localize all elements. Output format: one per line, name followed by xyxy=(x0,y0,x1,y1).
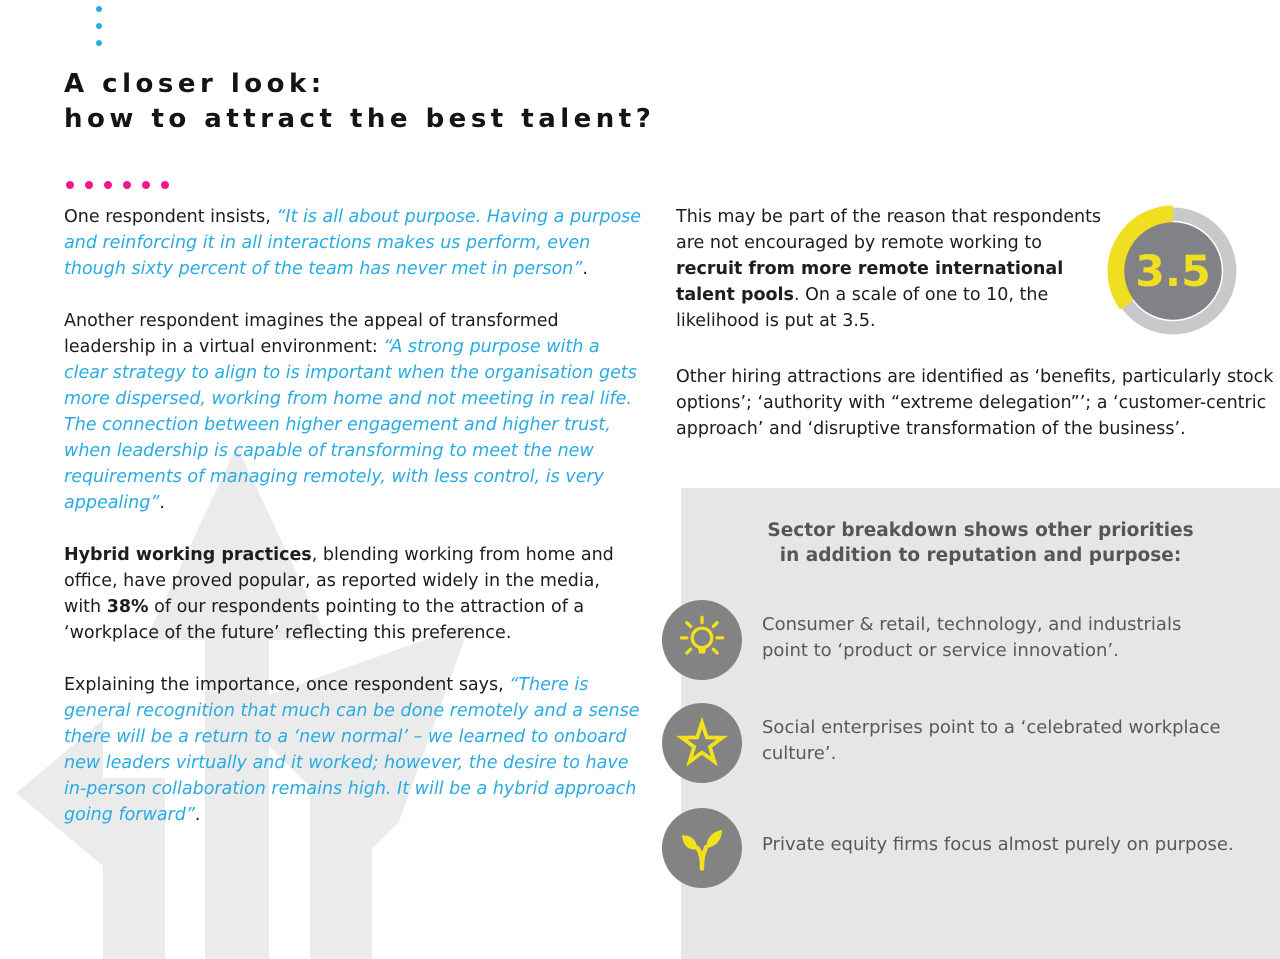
paragraph-remote-talent-pools: This may be part of the reason that respondents are not encouraged by remote working to recruit from more remote international talent pools. On a scale of one to 10, the likelihood is put at 3.5. xyxy=(676,207,1102,331)
sector-box-heading-line-1: Sector breakdown shows other priorities xyxy=(767,520,1194,541)
seedling-icon xyxy=(662,808,742,888)
sector-breakdown-box xyxy=(681,488,1280,959)
paragraph-another-respondent: Another respondent imagines the appeal of transformed leadership in a virtual environment: “A strong purpose with a clear strategy to align to is important when the organisation gets more dispersed, working from home and not meeting in real life. The connection between higher engagement and higher trust, when leadership is capable of transforming to meet the new requirements of managing remotely, with less control, is very appealing”. xyxy=(64,311,637,513)
sector-box-heading-line-2: in addition to reputation and purpose: xyxy=(779,545,1182,566)
star-icon xyxy=(662,703,742,783)
sector-row-text: Social enterprises point to a ‘celebrated workplace culture’. xyxy=(762,717,1221,764)
paragraph-other-hiring-attractions: Other hiring attractions are identified as ‘benefits, particularly stock options’; ‘authority with “extreme delegation”’; a ‘customer-centric approach’ and ‘disruptive transformation of the business’. xyxy=(676,367,1274,439)
blue-dots-decoration xyxy=(96,6,102,46)
paragraph-one-respondent: One respondent insists, “It is all about purpose. Having a purpose and reinforcing it in all interactions makes us perform, even though sixty percent of the team has never met in person”. xyxy=(64,207,642,279)
left-column xyxy=(64,204,642,828)
page-title xyxy=(64,67,655,137)
pink-dots-decoration xyxy=(66,181,169,189)
donut-value-label: 3.5 xyxy=(1135,247,1211,298)
sector-row-text: Private equity firms focus almost purely on purpose. xyxy=(762,834,1234,855)
sector-box-heading xyxy=(741,518,1221,568)
lightbulb-icon xyxy=(662,600,742,680)
sector-row-text: Consumer & retail, technology, and industrials point to ‘product or service innovation’. xyxy=(762,614,1182,661)
page-title-line-1: A closer look: xyxy=(64,69,326,100)
page-title-line-2: how to attract the best talent? xyxy=(64,104,656,135)
paragraph-explaining-importance: Explaining the importance, once respondent says, “There is general recognition that much can be done remotely and a sense there will be a return to a ‘new normal’ – we learned to onboard new leaders virtually and it worked; however, the desire to have in-person collaboration remains high. It will be a hybrid approach going forward”. xyxy=(64,675,640,825)
right-column xyxy=(676,204,1280,442)
paragraph-hybrid-working: Hybrid working practices, blending working from home and office, have proved popular, as reported widely in the media, with 38% of our respondents pointing to the attraction of a ‘workplace of the future’ reflecting this preference. xyxy=(64,545,614,643)
likelihood-donut-chart xyxy=(1106,204,1240,338)
